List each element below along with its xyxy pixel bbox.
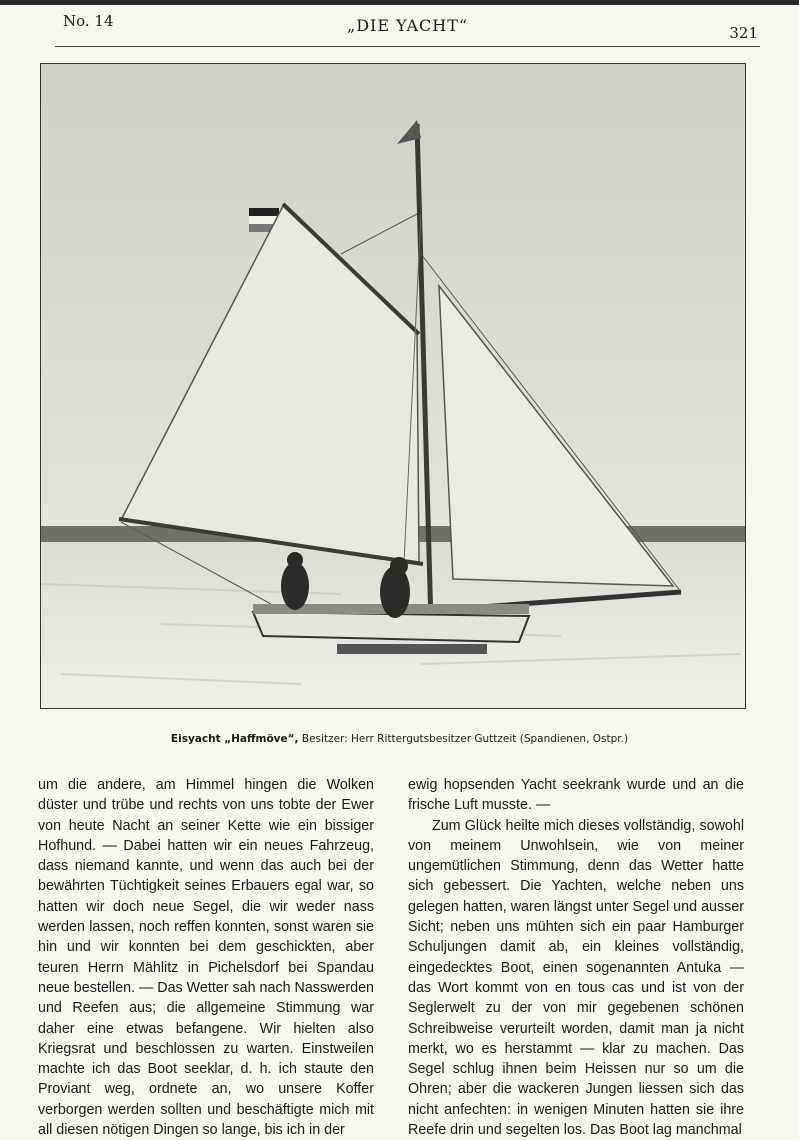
paragraph: um die andere, am Himmel hingen die Wolken düster und trübe und rechts von uns tobte der Ewer von heute Nacht an seiner Kette wie ein bissiger Hofhund. — Dabei hatten wir ein neues Fahrzeug, dass niemand kannte, und wenn das auch bei der bewährten Tüchtigkeit seines Erbauers egal war, so hatten wir doch neue Segel, die wir weder nass werden lassen, noch reffen konnten, sonst waren sie hin und wir konnten bei dem geschickten, aber teuren Herrn Mählitz in Pichelsdorf bei Spandau neue bestellen. — Das Wetter sah nach Nasswerden und Reefen aus; die allgemeine Stimmung war daher eine etwas befangene. Wir hielten also Kriegsrat und beschlossen zu warten. Einstweilen machte ich das Boot seeklar, d. h. ich staute den Proviant weg, ordnete an, wo unsere Koffer verborgen werden sollten und beschäftigte mich mit all diesen nötigen Dingen so lange, bis ich in der (38, 777, 374, 1139)
text-column-right (408, 775, 744, 1140)
paragraph: ewig hopsenden Yacht seekrank wurde und an die frische Luft musste. — (408, 777, 744, 814)
caption-title: Eisyacht „Haffmöve“, (170, 733, 299, 745)
photo-caption (0, 733, 799, 745)
page-number: 321 (729, 24, 758, 42)
running-header (55, 12, 760, 47)
ice-yacht-photograph (40, 63, 746, 709)
issue-number: No. 14 (63, 12, 114, 30)
text-column-left (38, 775, 374, 1140)
caption-text: Besitzer: Herr Rittergutsbesitzer Guttzeit (Spandienen, Ostpr.) (301, 733, 629, 745)
page-top-edge (0, 0, 799, 5)
journal-title: „DIE YACHT“ (346, 16, 469, 35)
paragraph: Zum Glück heilte mich dieses vollständig, sowohl von meinem Unwohlsein, wie von meiner ungemütlichen Stimmung, denn das Wetter hatte sich gebessert. Die Yachten, welche neben uns gelegen hatten, waren längst unter Segel und ausser Sicht; neben uns mühten sich ein paar Hamburger Schuljungen damit ab, ein kleines vollständig, eingedecktes Boot, einen sogenannten Antuka — das Wort kommt von en tous cas und ist von der Seglerwelt zu der von mir gegebenen schönen Schreibweise verurteilt worden, damit man ja nicht merkt, wo es herstammt — klar zu machen. Das Segel schlug ihnen beim Heissen nur so um die Ohren; aber die wackeren Jungen liessen sich das nicht anfechten: in wenigen Minuten hatten sie ihre Reefe drin und segelten los. Das Boot lag manchmal (408, 817, 744, 1139)
